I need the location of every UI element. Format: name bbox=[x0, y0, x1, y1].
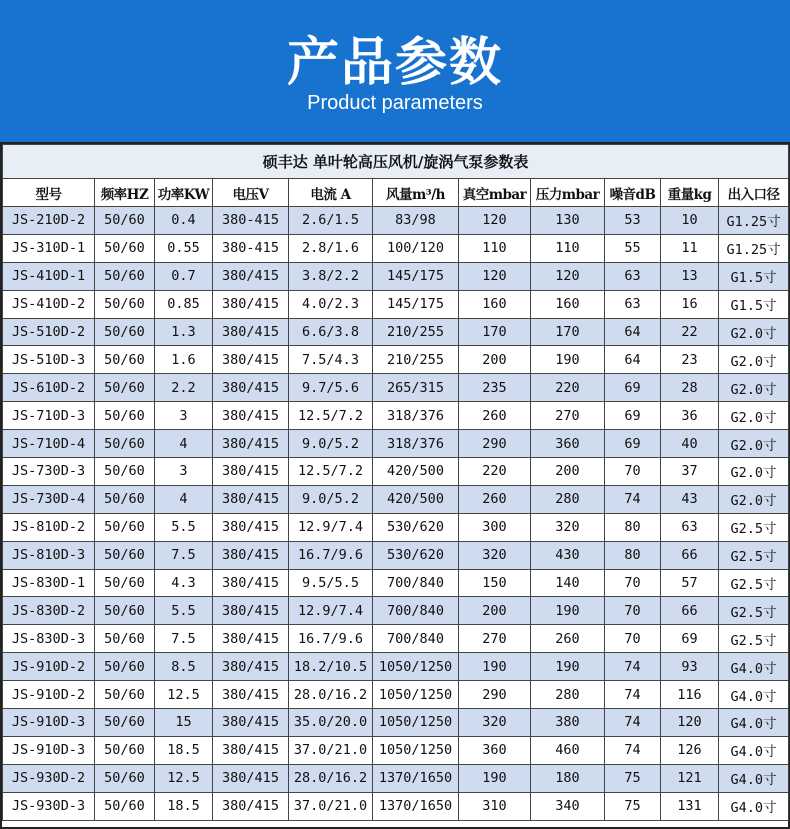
cell-airflow: 1050/1250 bbox=[373, 709, 459, 737]
cell-weight: 11 bbox=[661, 234, 719, 262]
cell-voltage: 380-415 bbox=[213, 234, 289, 262]
column-header-frequency: 频率HZ bbox=[95, 179, 155, 207]
cell-port-size: G4.0寸 bbox=[719, 792, 789, 820]
cell-weight: 40 bbox=[661, 430, 719, 458]
cell-power: 12.5 bbox=[155, 764, 213, 792]
cell-noise: 55 bbox=[605, 234, 661, 262]
cell-voltage: 380/415 bbox=[213, 458, 289, 486]
cell-vacuum: 190 bbox=[459, 764, 531, 792]
cell-airflow: 700/840 bbox=[373, 625, 459, 653]
cell-port-size: G2.5寸 bbox=[719, 513, 789, 541]
cell-power: 18.5 bbox=[155, 736, 213, 764]
cell-airflow: 145/175 bbox=[373, 262, 459, 290]
cell-current: 35.0/20.0 bbox=[289, 709, 373, 737]
cell-model: JS-310D-1 bbox=[3, 234, 95, 262]
cell-model: JS-710D-3 bbox=[3, 402, 95, 430]
cell-vacuum: 200 bbox=[459, 597, 531, 625]
cell-weight: 16 bbox=[661, 290, 719, 318]
cell-airflow: 210/255 bbox=[373, 318, 459, 346]
cell-model: JS-910D-2 bbox=[3, 681, 95, 709]
cell-weight: 13 bbox=[661, 262, 719, 290]
cell-noise: 70 bbox=[605, 569, 661, 597]
cell-voltage: 380/415 bbox=[213, 625, 289, 653]
cell-model: JS-510D-3 bbox=[3, 346, 95, 374]
column-header-port-size: 出入口径 bbox=[719, 179, 789, 207]
cell-current: 2.6/1.5 bbox=[289, 207, 373, 235]
cell-power: 2.2 bbox=[155, 374, 213, 402]
cell-vacuum: 290 bbox=[459, 681, 531, 709]
cell-vacuum: 120 bbox=[459, 262, 531, 290]
cell-pressure: 120 bbox=[531, 262, 605, 290]
cell-current: 7.5/4.3 bbox=[289, 346, 373, 374]
cell-port-size: G4.0寸 bbox=[719, 736, 789, 764]
cell-weight: 116 bbox=[661, 681, 719, 709]
cell-noise: 69 bbox=[605, 430, 661, 458]
cell-vacuum: 235 bbox=[459, 374, 531, 402]
cell-voltage: 380/415 bbox=[213, 374, 289, 402]
cell-model: JS-730D-4 bbox=[3, 485, 95, 513]
cell-airflow: 1370/1650 bbox=[373, 764, 459, 792]
page-title: 产品参数 bbox=[286, 33, 503, 93]
cell-frequency: 50/60 bbox=[95, 458, 155, 486]
cell-power: 4 bbox=[155, 430, 213, 458]
cell-voltage: 380/415 bbox=[213, 318, 289, 346]
cell-port-size: G1.25寸 bbox=[719, 234, 789, 262]
cell-frequency: 50/60 bbox=[95, 346, 155, 374]
cell-model: JS-810D-3 bbox=[3, 541, 95, 569]
cell-power: 7.5 bbox=[155, 625, 213, 653]
cell-power: 15 bbox=[155, 709, 213, 737]
cell-vacuum: 300 bbox=[459, 513, 531, 541]
cell-model: JS-830D-2 bbox=[3, 597, 95, 625]
cell-port-size: G1.25寸 bbox=[719, 207, 789, 235]
cell-noise: 74 bbox=[605, 485, 661, 513]
cell-pressure: 340 bbox=[531, 792, 605, 820]
cell-pressure: 280 bbox=[531, 681, 605, 709]
cell-frequency: 50/60 bbox=[95, 207, 155, 235]
cell-noise: 63 bbox=[605, 262, 661, 290]
column-header-current: 电流 A bbox=[289, 179, 373, 207]
cell-frequency: 50/60 bbox=[95, 764, 155, 792]
cell-frequency: 50/60 bbox=[95, 513, 155, 541]
table-row bbox=[3, 374, 789, 402]
cell-airflow: 420/500 bbox=[373, 458, 459, 486]
cell-frequency: 50/60 bbox=[95, 402, 155, 430]
cell-airflow: 145/175 bbox=[373, 290, 459, 318]
cell-noise: 53 bbox=[605, 207, 661, 235]
table-row bbox=[3, 402, 789, 430]
page-subtitle: Product parameters bbox=[307, 92, 483, 114]
cell-model: JS-930D-2 bbox=[3, 764, 95, 792]
cell-airflow: 318/376 bbox=[373, 402, 459, 430]
cell-noise: 69 bbox=[605, 374, 661, 402]
cell-model: JS-810D-2 bbox=[3, 513, 95, 541]
column-header-vacuum: 真空mbar bbox=[459, 179, 531, 207]
cell-voltage: 380/415 bbox=[213, 485, 289, 513]
table-row bbox=[3, 541, 789, 569]
cell-frequency: 50/60 bbox=[95, 430, 155, 458]
table-row bbox=[3, 653, 789, 681]
cell-power: 3 bbox=[155, 402, 213, 430]
cell-vacuum: 150 bbox=[459, 569, 531, 597]
table-row bbox=[3, 764, 789, 792]
cell-noise: 80 bbox=[605, 541, 661, 569]
cell-power: 0.4 bbox=[155, 207, 213, 235]
column-header-power: 功率KW bbox=[155, 179, 213, 207]
cell-weight: 131 bbox=[661, 792, 719, 820]
cell-voltage: 380/415 bbox=[213, 709, 289, 737]
cell-port-size: G2.0寸 bbox=[719, 485, 789, 513]
cell-weight: 10 bbox=[661, 207, 719, 235]
table-row bbox=[3, 318, 789, 346]
cell-current: 37.0/21.0 bbox=[289, 792, 373, 820]
cell-vacuum: 220 bbox=[459, 458, 531, 486]
cell-airflow: 318/376 bbox=[373, 430, 459, 458]
cell-voltage: 380/415 bbox=[213, 402, 289, 430]
cell-model: JS-910D-2 bbox=[3, 653, 95, 681]
table-header-row bbox=[3, 179, 789, 207]
cell-pressure: 430 bbox=[531, 541, 605, 569]
cell-voltage: 380/415 bbox=[213, 597, 289, 625]
cell-airflow: 420/500 bbox=[373, 485, 459, 513]
cell-vacuum: 310 bbox=[459, 792, 531, 820]
cell-frequency: 50/60 bbox=[95, 625, 155, 653]
cell-airflow: 700/840 bbox=[373, 597, 459, 625]
table-row bbox=[3, 262, 789, 290]
cell-noise: 74 bbox=[605, 736, 661, 764]
cell-airflow: 1050/1250 bbox=[373, 681, 459, 709]
cell-power: 1.6 bbox=[155, 346, 213, 374]
cell-noise: 64 bbox=[605, 318, 661, 346]
cell-port-size: G2.0寸 bbox=[719, 458, 789, 486]
cell-port-size: G2.5寸 bbox=[719, 625, 789, 653]
cell-frequency: 50/60 bbox=[95, 374, 155, 402]
cell-vacuum: 260 bbox=[459, 402, 531, 430]
cell-current: 6.6/3.8 bbox=[289, 318, 373, 346]
cell-frequency: 50/60 bbox=[95, 569, 155, 597]
cell-port-size: G4.0寸 bbox=[719, 764, 789, 792]
table-row bbox=[3, 290, 789, 318]
cell-pressure: 460 bbox=[531, 736, 605, 764]
cell-voltage: 380/415 bbox=[213, 764, 289, 792]
cell-noise: 74 bbox=[605, 653, 661, 681]
cell-noise: 75 bbox=[605, 792, 661, 820]
table-row bbox=[3, 569, 789, 597]
cell-frequency: 50/60 bbox=[95, 541, 155, 569]
cell-port-size: G4.0寸 bbox=[719, 653, 789, 681]
cell-current: 16.7/9.6 bbox=[289, 541, 373, 569]
cell-pressure: 380 bbox=[531, 709, 605, 737]
column-header-airflow: 风量m³/h bbox=[373, 179, 459, 207]
table-row bbox=[3, 681, 789, 709]
cell-airflow: 83/98 bbox=[373, 207, 459, 235]
cell-current: 12.9/7.4 bbox=[289, 597, 373, 625]
cell-model: JS-410D-1 bbox=[3, 262, 95, 290]
cell-model: JS-730D-3 bbox=[3, 458, 95, 486]
table-row bbox=[3, 430, 789, 458]
parameter-table-container bbox=[0, 142, 790, 829]
cell-model: JS-910D-3 bbox=[3, 736, 95, 764]
cell-port-size: G2.5寸 bbox=[719, 597, 789, 625]
cell-current: 12.9/7.4 bbox=[289, 513, 373, 541]
cell-model: JS-410D-2 bbox=[3, 290, 95, 318]
cell-power: 3 bbox=[155, 458, 213, 486]
cell-current: 16.7/9.6 bbox=[289, 625, 373, 653]
cell-weight: 66 bbox=[661, 541, 719, 569]
cell-power: 1.3 bbox=[155, 318, 213, 346]
cell-weight: 57 bbox=[661, 569, 719, 597]
cell-voltage: 380/415 bbox=[213, 262, 289, 290]
cell-power: 4 bbox=[155, 485, 213, 513]
cell-current: 3.8/2.2 bbox=[289, 262, 373, 290]
cell-airflow: 530/620 bbox=[373, 541, 459, 569]
cell-voltage: 380/415 bbox=[213, 653, 289, 681]
column-header-model: 型号 bbox=[3, 179, 95, 207]
column-header-weight: 重量kg bbox=[661, 179, 719, 207]
cell-weight: 69 bbox=[661, 625, 719, 653]
cell-airflow: 210/255 bbox=[373, 346, 459, 374]
cell-weight: 22 bbox=[661, 318, 719, 346]
cell-noise: 74 bbox=[605, 709, 661, 737]
cell-voltage: 380/415 bbox=[213, 681, 289, 709]
cell-airflow: 1370/1650 bbox=[373, 792, 459, 820]
cell-pressure: 360 bbox=[531, 430, 605, 458]
cell-voltage: 380-415 bbox=[213, 207, 289, 235]
cell-voltage: 380/415 bbox=[213, 430, 289, 458]
cell-weight: 120 bbox=[661, 709, 719, 737]
cell-vacuum: 260 bbox=[459, 485, 531, 513]
table-row bbox=[3, 207, 789, 235]
cell-port-size: G4.0寸 bbox=[719, 709, 789, 737]
cell-weight: 93 bbox=[661, 653, 719, 681]
cell-voltage: 380/415 bbox=[213, 513, 289, 541]
cell-weight: 63 bbox=[661, 513, 719, 541]
cell-voltage: 380/415 bbox=[213, 736, 289, 764]
cell-current: 9.5/5.5 bbox=[289, 569, 373, 597]
cell-frequency: 50/60 bbox=[95, 262, 155, 290]
cell-vacuum: 190 bbox=[459, 653, 531, 681]
cell-weight: 126 bbox=[661, 736, 719, 764]
cell-power: 5.5 bbox=[155, 597, 213, 625]
cell-noise: 74 bbox=[605, 681, 661, 709]
cell-model: JS-830D-3 bbox=[3, 625, 95, 653]
table-row bbox=[3, 792, 789, 820]
table-row bbox=[3, 485, 789, 513]
table-row bbox=[3, 346, 789, 374]
cell-pressure: 260 bbox=[531, 625, 605, 653]
cell-pressure: 180 bbox=[531, 764, 605, 792]
cell-current: 4.0/2.3 bbox=[289, 290, 373, 318]
cell-voltage: 380/415 bbox=[213, 569, 289, 597]
cell-port-size: G2.0寸 bbox=[719, 402, 789, 430]
cell-voltage: 380/415 bbox=[213, 346, 289, 374]
cell-airflow: 265/315 bbox=[373, 374, 459, 402]
cell-vacuum: 290 bbox=[459, 430, 531, 458]
cell-port-size: G4.0寸 bbox=[719, 681, 789, 709]
cell-port-size: G2.0寸 bbox=[719, 430, 789, 458]
cell-voltage: 380/415 bbox=[213, 792, 289, 820]
table-caption-row bbox=[3, 145, 789, 179]
cell-pressure: 270 bbox=[531, 402, 605, 430]
cell-power: 4.3 bbox=[155, 569, 213, 597]
cell-port-size: G1.5寸 bbox=[719, 290, 789, 318]
cell-vacuum: 320 bbox=[459, 541, 531, 569]
cell-current: 37.0/21.0 bbox=[289, 736, 373, 764]
cell-pressure: 170 bbox=[531, 318, 605, 346]
header-banner bbox=[0, 0, 790, 142]
cell-pressure: 220 bbox=[531, 374, 605, 402]
cell-frequency: 50/60 bbox=[95, 485, 155, 513]
cell-vacuum: 320 bbox=[459, 709, 531, 737]
cell-model: JS-510D-2 bbox=[3, 318, 95, 346]
cell-current: 28.0/16.2 bbox=[289, 681, 373, 709]
cell-pressure: 190 bbox=[531, 653, 605, 681]
cell-pressure: 320 bbox=[531, 513, 605, 541]
cell-weight: 121 bbox=[661, 764, 719, 792]
cell-frequency: 50/60 bbox=[95, 318, 155, 346]
cell-port-size: G2.0寸 bbox=[719, 318, 789, 346]
cell-pressure: 200 bbox=[531, 458, 605, 486]
cell-airflow: 700/840 bbox=[373, 569, 459, 597]
table-row bbox=[3, 709, 789, 737]
table-row bbox=[3, 234, 789, 262]
cell-model: JS-910D-3 bbox=[3, 709, 95, 737]
table-body bbox=[3, 207, 789, 821]
cell-frequency: 50/60 bbox=[95, 290, 155, 318]
cell-noise: 70 bbox=[605, 458, 661, 486]
cell-vacuum: 110 bbox=[459, 234, 531, 262]
cell-noise: 69 bbox=[605, 402, 661, 430]
cell-model: JS-210D-2 bbox=[3, 207, 95, 235]
cell-vacuum: 120 bbox=[459, 207, 531, 235]
cell-vacuum: 200 bbox=[459, 346, 531, 374]
cell-weight: 23 bbox=[661, 346, 719, 374]
cell-pressure: 110 bbox=[531, 234, 605, 262]
cell-model: JS-710D-4 bbox=[3, 430, 95, 458]
cell-model: JS-610D-2 bbox=[3, 374, 95, 402]
cell-weight: 37 bbox=[661, 458, 719, 486]
cell-noise: 70 bbox=[605, 597, 661, 625]
cell-frequency: 50/60 bbox=[95, 234, 155, 262]
cell-power: 0.7 bbox=[155, 262, 213, 290]
cell-weight: 43 bbox=[661, 485, 719, 513]
cell-power: 18.5 bbox=[155, 792, 213, 820]
cell-airflow: 100/120 bbox=[373, 234, 459, 262]
cell-frequency: 50/60 bbox=[95, 709, 155, 737]
table-caption: 硕丰达 单叶轮高压风机/旋涡气泵参数表 bbox=[3, 145, 789, 179]
cell-power: 0.55 bbox=[155, 234, 213, 262]
cell-frequency: 50/60 bbox=[95, 792, 155, 820]
cell-model: JS-930D-3 bbox=[3, 792, 95, 820]
cell-port-size: G2.0寸 bbox=[719, 346, 789, 374]
cell-vacuum: 170 bbox=[459, 318, 531, 346]
cell-vacuum: 360 bbox=[459, 736, 531, 764]
cell-pressure: 130 bbox=[531, 207, 605, 235]
cell-pressure: 190 bbox=[531, 597, 605, 625]
cell-power: 5.5 bbox=[155, 513, 213, 541]
cell-port-size: G2.5寸 bbox=[719, 569, 789, 597]
cell-current: 12.5/7.2 bbox=[289, 402, 373, 430]
cell-noise: 64 bbox=[605, 346, 661, 374]
cell-frequency: 50/60 bbox=[95, 653, 155, 681]
cell-noise: 80 bbox=[605, 513, 661, 541]
cell-noise: 75 bbox=[605, 764, 661, 792]
cell-frequency: 50/60 bbox=[95, 681, 155, 709]
cell-pressure: 160 bbox=[531, 290, 605, 318]
cell-airflow: 1050/1250 bbox=[373, 653, 459, 681]
cell-airflow: 530/620 bbox=[373, 513, 459, 541]
cell-port-size: G1.5寸 bbox=[719, 262, 789, 290]
cell-power: 8.5 bbox=[155, 653, 213, 681]
column-header-pressure: 压力mbar bbox=[531, 179, 605, 207]
cell-frequency: 50/60 bbox=[95, 597, 155, 625]
table-row bbox=[3, 458, 789, 486]
column-header-voltage: 电压V bbox=[213, 179, 289, 207]
table-row bbox=[3, 597, 789, 625]
table-row bbox=[3, 625, 789, 653]
cell-weight: 66 bbox=[661, 597, 719, 625]
cell-noise: 70 bbox=[605, 625, 661, 653]
cell-port-size: G2.5寸 bbox=[719, 541, 789, 569]
column-header-noise: 噪音dB bbox=[605, 179, 661, 207]
cell-pressure: 280 bbox=[531, 485, 605, 513]
parameter-table bbox=[2, 144, 789, 821]
cell-frequency: 50/60 bbox=[95, 736, 155, 764]
cell-pressure: 190 bbox=[531, 346, 605, 374]
cell-model: JS-830D-1 bbox=[3, 569, 95, 597]
cell-current: 12.5/7.2 bbox=[289, 458, 373, 486]
cell-power: 7.5 bbox=[155, 541, 213, 569]
cell-current: 2.8/1.6 bbox=[289, 234, 373, 262]
cell-port-size: G2.0寸 bbox=[719, 374, 789, 402]
cell-current: 28.0/16.2 bbox=[289, 764, 373, 792]
cell-airflow: 1050/1250 bbox=[373, 736, 459, 764]
cell-current: 9.0/5.2 bbox=[289, 430, 373, 458]
table-row bbox=[3, 513, 789, 541]
table-row bbox=[3, 736, 789, 764]
cell-voltage: 380/415 bbox=[213, 290, 289, 318]
cell-voltage: 380/415 bbox=[213, 541, 289, 569]
cell-vacuum: 160 bbox=[459, 290, 531, 318]
cell-pressure: 140 bbox=[531, 569, 605, 597]
cell-weight: 28 bbox=[661, 374, 719, 402]
cell-vacuum: 270 bbox=[459, 625, 531, 653]
cell-current: 9.0/5.2 bbox=[289, 485, 373, 513]
cell-current: 9.7/5.6 bbox=[289, 374, 373, 402]
cell-power: 12.5 bbox=[155, 681, 213, 709]
cell-power: 0.85 bbox=[155, 290, 213, 318]
cell-current: 18.2/10.5 bbox=[289, 653, 373, 681]
cell-noise: 63 bbox=[605, 290, 661, 318]
cell-weight: 36 bbox=[661, 402, 719, 430]
